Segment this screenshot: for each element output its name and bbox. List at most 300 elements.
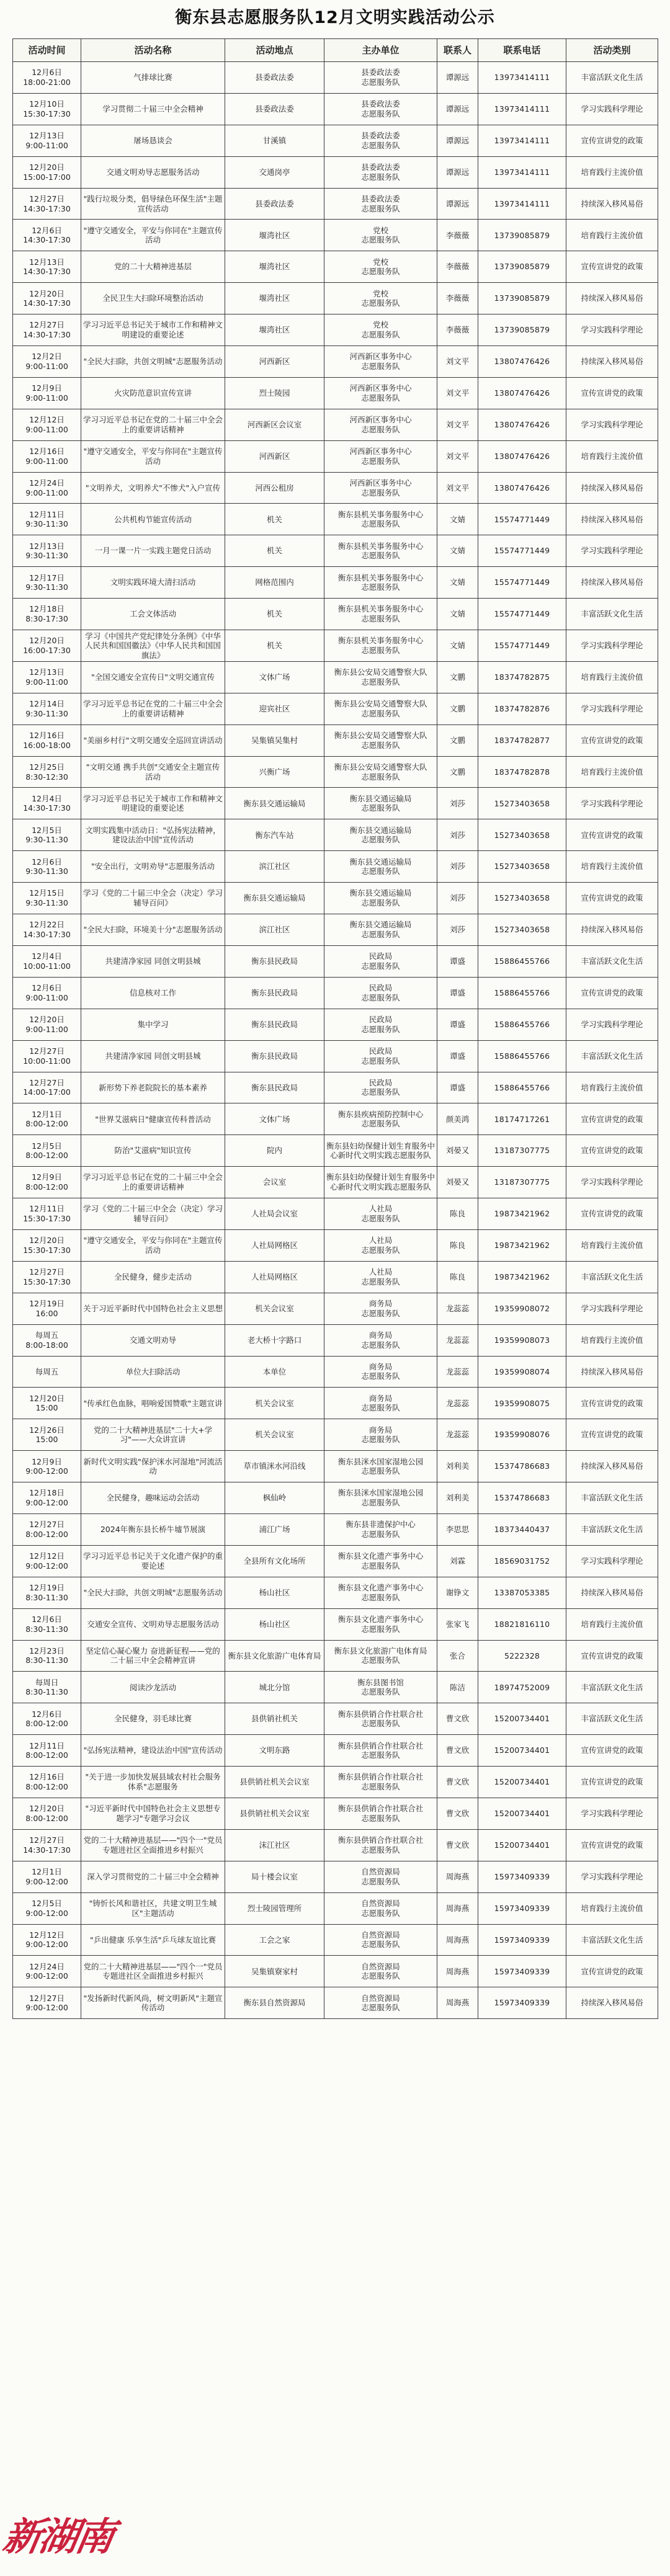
cell-contact: 文婧 (437, 567, 478, 599)
cell-contact: 谭源远 (437, 62, 478, 94)
activity-table (12, 38, 658, 2019)
cell-phone: 13807476426 (478, 409, 566, 440)
cell-host: 县委政法委 志愿服务队 (324, 125, 437, 156)
cell-place: 县供销社机关 (225, 1703, 324, 1735)
table-row (13, 1703, 658, 1735)
cell-host: 衡东县图书馆 志愿服务队 (324, 1672, 437, 1703)
cell-time: 12月23日 8:30-11:30 (13, 1640, 81, 1672)
cell-time: 12月6日 9:30-11:30 (13, 851, 81, 883)
cell-phone: 13807476426 (478, 472, 566, 504)
table-row (13, 1924, 658, 1956)
cell-category: 持续深入移风易俗 (566, 472, 658, 504)
cell-contact: 谭源远 (437, 156, 478, 188)
cell-phone: 19873421962 (478, 1261, 566, 1293)
cell-category: 宣传宣讲党的政策 (566, 977, 658, 1009)
table-row (13, 93, 658, 125)
cell-category: 宣传宣讲党的政策 (566, 1103, 658, 1135)
table-row (13, 125, 658, 156)
table-row (13, 409, 658, 440)
cell-phone: 18569031752 (478, 1545, 566, 1577)
cell-time: 12月9日 8:00-12:00 (13, 1167, 81, 1198)
cell-category: 宣传宣讲党的政策 (566, 1198, 658, 1230)
table-row (13, 1261, 658, 1293)
cell-place: 烈士陵园管理所 (225, 1892, 324, 1924)
cell-place: 机关 (225, 504, 324, 535)
cell-place: 院内 (225, 1135, 324, 1167)
table-row (13, 1009, 658, 1040)
table-row (13, 1640, 658, 1672)
cell-activity-name: "乒出健康 乐享生活"乒乓球友谊比赛 (81, 1924, 225, 1956)
table-row (13, 977, 658, 1009)
cell-time: 12月27日 14:30-17:30 (13, 188, 81, 220)
cell-time: 12月27日 15:30-17:30 (13, 1261, 81, 1293)
cell-place: 衡东县文化旅游广电体育局 (225, 1640, 324, 1672)
cell-host: 衡东县交通运输局 志愿服务队 (324, 788, 437, 819)
cell-host: 衡东县妇幼保健计划生育服务中心新时代文明实践志愿服务队 (324, 1167, 437, 1198)
cell-category: 培育践行主流价值 (566, 1892, 658, 1924)
cell-place: 机关会议室 (225, 1419, 324, 1451)
cell-contact: 曹文欣 (437, 1798, 478, 1829)
cell-phone: 15273403658 (478, 883, 566, 914)
cell-contact: 谭盛 (437, 1009, 478, 1040)
cell-category: 宣传宣讲党的政策 (566, 1767, 658, 1798)
cell-host: 衡东县机关事务服务中心 志愿服务队 (324, 504, 437, 535)
cell-activity-name: 信息核对工作 (81, 977, 225, 1009)
cell-activity-name: "世界艾滋病日"健康宣传科普活动 (81, 1103, 225, 1135)
cell-host: 党校 志愿服务队 (324, 220, 437, 251)
page-title: 衡东县志愿服务队12月文明实践活动公示 (175, 8, 495, 27)
table-row (13, 1356, 658, 1388)
table-row (13, 156, 658, 188)
cell-activity-name: 学习习近平总书记在党的二十届三中全会上的重要讲话精神 (81, 693, 225, 724)
col-header-category: 活动类别 (566, 39, 658, 62)
cell-host: 商务局 志愿服务队 (324, 1324, 437, 1356)
cell-time: 12月6日 9:00-11:00 (13, 977, 81, 1009)
cell-phone: 15273403658 (478, 851, 566, 883)
cell-category: 培育践行主流价值 (566, 851, 658, 883)
cell-phone: 13739085879 (478, 251, 566, 283)
table-row (13, 1735, 658, 1767)
cell-time: 每周五 (13, 1356, 81, 1388)
cell-activity-name: 公共机构节能宣传活动 (81, 504, 225, 535)
cell-category: 培育践行主流价值 (566, 220, 658, 251)
table-row (13, 1513, 658, 1545)
cell-contact: 文鹏 (437, 756, 478, 788)
cell-time: 12月20日 15:00 (13, 1388, 81, 1419)
table-row (13, 1293, 658, 1324)
cell-place: 枫仙岭 (225, 1482, 324, 1514)
cell-activity-name: 学习贯彻二十届三中全会精神 (81, 93, 225, 125)
cell-contact: 曹文欣 (437, 1703, 478, 1735)
cell-phone: 15574771449 (478, 567, 566, 599)
cell-contact: 文鹏 (437, 693, 478, 724)
cell-contact: 刘利美 (437, 1451, 478, 1482)
cell-host: 人社局 志愿服务队 (324, 1229, 437, 1261)
cell-contact: 谭源远 (437, 93, 478, 125)
cell-place: 堰湾社区 (225, 251, 324, 283)
cell-host: 自然资源局 志愿服务队 (324, 1924, 437, 1956)
cell-category: 持续深入移风易俗 (566, 188, 658, 220)
cell-phone: 15973409339 (478, 1956, 566, 1987)
cell-activity-name: 党的二十大精神进基层 (81, 251, 225, 283)
cell-host: 人社局 志愿服务队 (324, 1261, 437, 1293)
cell-contact: 陈良 (437, 1261, 478, 1293)
cell-activity-name: 学习《党的二十届三中全会（决定）学习辅导百问》 (81, 1198, 225, 1230)
cell-place: 滨江社区 (225, 914, 324, 946)
cell-place: 人社局会议室 (225, 1198, 324, 1230)
cell-category: 培育践行主流价值 (566, 1229, 658, 1261)
cell-phone: 15973409339 (478, 1892, 566, 1924)
cell-phone: 13973414111 (478, 156, 566, 188)
cell-place: 衡东县民政局 (225, 1040, 324, 1072)
cell-activity-name: 党的二十大精神进基层"二十大+学习"——大众讲宣讲 (81, 1419, 225, 1451)
cell-time: 12月20日 15:00-17:00 (13, 156, 81, 188)
cell-place: 堰湾社区 (225, 220, 324, 251)
cell-host: 河西新区事务中心 志愿服务队 (324, 346, 437, 378)
cell-time: 12月27日 14:00-17:00 (13, 1072, 81, 1103)
cell-phone: 18374782876 (478, 693, 566, 724)
table-row (13, 1072, 658, 1103)
cell-host: 衡东县文化旅游广电体育局 志愿服务队 (324, 1640, 437, 1672)
cell-phone: 15886455766 (478, 1009, 566, 1040)
cell-time: 12月20日 9:00-11:00 (13, 1009, 81, 1040)
table-header-row (13, 39, 658, 62)
table-row (13, 819, 658, 851)
cell-activity-name: 屠场恳谈会 (81, 125, 225, 156)
cell-category: 培育践行主流价值 (566, 156, 658, 188)
cell-place: 城北分馆 (225, 1672, 324, 1703)
cell-host: 河西新区事务中心 志愿服务队 (324, 440, 437, 472)
cell-host: 商务局 志愿服务队 (324, 1419, 437, 1451)
cell-time: 每周日 8:30-11:30 (13, 1672, 81, 1703)
cell-place: 衡东县民政局 (225, 1072, 324, 1103)
cell-activity-name: 学习习近平总书记在党的二十届三中全会上的重要讲话精神 (81, 1167, 225, 1198)
table-row (13, 1577, 658, 1608)
table-row (13, 756, 658, 788)
cell-activity-name: 共建清净家园 同创文明县城 (81, 1040, 225, 1072)
cell-category: 持续深入移风易俗 (566, 1356, 658, 1388)
cell-time: 12月20日 8:00-12:00 (13, 1798, 81, 1829)
cell-place: 衡东县交通运输局 (225, 883, 324, 914)
cell-time: 12月10日 15:30-17:30 (13, 93, 81, 125)
cell-phone: 15273403658 (478, 819, 566, 851)
cell-time: 12月13日 9:30-11:30 (13, 535, 81, 567)
cell-category: 丰富活跃文化生活 (566, 1482, 658, 1514)
cell-category: 宣传宣讲党的政策 (566, 1956, 658, 1987)
cell-contact: 李薇薇 (437, 251, 478, 283)
cell-phone: 19873421962 (478, 1198, 566, 1230)
cell-time: 12月11日 8:00-12:00 (13, 1735, 81, 1767)
table-row (13, 724, 658, 756)
col-header-contact: 联系人 (437, 39, 478, 62)
cell-contact: 周海燕 (437, 1861, 478, 1892)
cell-category: 宣传宣讲党的政策 (566, 377, 658, 409)
cell-host: 县委政法委 志愿服务队 (324, 156, 437, 188)
table-row (13, 1672, 658, 1703)
cell-time: 12月12日 9:00-12:00 (13, 1545, 81, 1577)
cell-phone: 5222328 (478, 1640, 566, 1672)
table-row (13, 535, 658, 567)
cell-place: 杨山社区 (225, 1577, 324, 1608)
cell-place: 机关会议室 (225, 1388, 324, 1419)
table-row (13, 1040, 658, 1072)
cell-category: 学习实践科学理论 (566, 409, 658, 440)
cell-phone: 15973409339 (478, 1861, 566, 1892)
table-row (13, 1103, 658, 1135)
cell-contact: 张合 (437, 1640, 478, 1672)
cell-host: 衡东县文化遗产事务中心 志愿服务队 (324, 1608, 437, 1640)
table-row (13, 377, 658, 409)
cell-activity-name: 单位大扫除活动 (81, 1356, 225, 1388)
cell-place: 机关 (225, 535, 324, 567)
cell-category: 学习实践科学理论 (566, 314, 658, 346)
cell-time: 12月20日 15:30-17:30 (13, 1229, 81, 1261)
cell-contact: 龙蕊蕊 (437, 1356, 478, 1388)
cell-place: 文明东路 (225, 1735, 324, 1767)
cell-phone: 18374782878 (478, 756, 566, 788)
cell-place: 衡东县民政局 (225, 977, 324, 1009)
cell-category: 学习实践科学理论 (566, 93, 658, 125)
cell-contact: 刘晏又 (437, 1167, 478, 1198)
cell-host: 党校 志愿服务队 (324, 314, 437, 346)
cell-time: 12月5日 9:30-11:30 (13, 819, 81, 851)
cell-phone: 15574771449 (478, 535, 566, 567)
cell-host: 衡东县机关事务服务中心 志愿服务队 (324, 567, 437, 599)
table-row (13, 914, 658, 946)
cell-host: 衡东县机关事务服务中心 志愿服务队 (324, 535, 437, 567)
cell-place: 草市镇洣水河沿线 (225, 1451, 324, 1482)
cell-activity-name: "弘扬宪法精神，建设法治中国"宣传活动 (81, 1735, 225, 1767)
cell-place: 衡东县交通运输局 (225, 788, 324, 819)
cell-phone: 15886455766 (478, 1040, 566, 1072)
cell-time: 12月13日 9:00-11:00 (13, 125, 81, 156)
cell-contact: 刘莎 (437, 914, 478, 946)
table-row (13, 251, 658, 283)
cell-place: 人社局网格区 (225, 1261, 324, 1293)
cell-place: 迎宾社区 (225, 693, 324, 724)
cell-time: 12月11日 15:30-17:30 (13, 1198, 81, 1230)
cell-phone: 18374782875 (478, 661, 566, 693)
cell-place: 网格范围内 (225, 567, 324, 599)
cell-category: 宣传宣讲党的政策 (566, 1388, 658, 1419)
cell-category: 培育践行主流价值 (566, 1324, 658, 1356)
cell-time: 12月1日 9:00-12:00 (13, 1861, 81, 1892)
cell-activity-name: 学习习近平总书记关于文化遗产保护的重要论述 (81, 1545, 225, 1577)
cell-contact: 谭盛 (437, 945, 478, 977)
cell-category: 培育践行主流价值 (566, 661, 658, 693)
cell-contact: 文鹏 (437, 724, 478, 756)
cell-contact: 陈良 (437, 1229, 478, 1261)
cell-time: 12月15日 9:30-11:30 (13, 883, 81, 914)
cell-time: 12月13日 9:00-11:00 (13, 661, 81, 693)
cell-phone: 15886455766 (478, 1072, 566, 1103)
cell-category: 持续深入移风易俗 (566, 283, 658, 314)
cell-time: 12月16日 16:00-18:00 (13, 724, 81, 756)
cell-phone: 19359908073 (478, 1324, 566, 1356)
col-header-name: 活动名称 (81, 39, 225, 62)
cell-host: 自然资源局 志愿服务队 (324, 1987, 437, 2019)
cell-host: 衡东县洣水国家湿地公园 志愿服务队 (324, 1482, 437, 1514)
cell-host: 商务局 志愿服务队 (324, 1293, 437, 1324)
cell-category: 学习实践科学理论 (566, 1167, 658, 1198)
cell-activity-name: 坚定信心凝心聚力 奋进新征程——党的二十届三中全会精神宣讲 (81, 1640, 225, 1672)
cell-contact: 李薇薇 (437, 314, 478, 346)
cell-time: 12月12日 9:00-12:00 (13, 1924, 81, 1956)
cell-time: 12月24日 9:00-12:00 (13, 1956, 81, 1987)
cell-phone: 13973414111 (478, 62, 566, 94)
cell-category: 宣传宣讲党的政策 (566, 1735, 658, 1767)
cell-time: 12月18日 8:30-17:30 (13, 599, 81, 630)
cell-place: 堰湾社区 (225, 283, 324, 314)
cell-activity-name: 全民健身，羽毛球比赛 (81, 1703, 225, 1735)
table-row (13, 220, 658, 251)
table-row (13, 1482, 658, 1514)
cell-activity-name: 新形势下养老院院长的基本素养 (81, 1072, 225, 1103)
cell-category: 宣传宣讲党的政策 (566, 724, 658, 756)
cell-host: 河西新区事务中心 志愿服务队 (324, 377, 437, 409)
cell-host: 党校 志愿服务队 (324, 283, 437, 314)
cell-phone: 15574771449 (478, 504, 566, 535)
table-row (13, 314, 658, 346)
cell-host: 衡东县供销合作社联合社 志愿服务队 (324, 1829, 437, 1861)
cell-place: 县供销社机关会议室 (225, 1767, 324, 1798)
cell-category: 宣传宣讲党的政策 (566, 1419, 658, 1451)
cell-category: 丰富活跃文化生活 (566, 599, 658, 630)
cell-host: 衡东县妇幼保健计划生育服务中心新时代文明实践志愿服务队 (324, 1135, 437, 1167)
cell-phone: 18373440437 (478, 1513, 566, 1545)
watermark-logo: 新湖南 (0, 2514, 116, 2559)
cell-category: 持续深入移风易俗 (566, 1451, 658, 1482)
table-row (13, 1198, 658, 1230)
cell-place: 交通岗亭 (225, 156, 324, 188)
cell-time: 12月24日 9:00-11:00 (13, 472, 81, 504)
cell-category: 持续深入移风易俗 (566, 346, 658, 378)
cell-phone: 13973414111 (478, 125, 566, 156)
table-row (13, 283, 658, 314)
cell-activity-name: "全民大扫除，共创文明城"志愿服务活动 (81, 346, 225, 378)
cell-activity-name: "全国交通安全宣传日"文明交通宣传 (81, 661, 225, 693)
cell-time: 12月20日 16:00-17:30 (13, 630, 81, 662)
cell-contact: 文鹏 (437, 661, 478, 693)
cell-time: 12月25日 8:30-12:30 (13, 756, 81, 788)
cell-phone: 13187307775 (478, 1135, 566, 1167)
cell-time: 12月20日 14:30-17:30 (13, 283, 81, 314)
cell-place: 杨山社区 (225, 1608, 324, 1640)
cell-category: 学习实践科学理论 (566, 1293, 658, 1324)
cell-contact: 李薇薇 (437, 283, 478, 314)
cell-category: 持续深入移风易俗 (566, 504, 658, 535)
cell-activity-name: 全民健身，健步走活动 (81, 1261, 225, 1293)
cell-place: 会议室 (225, 1167, 324, 1198)
table-row (13, 472, 658, 504)
table-row (13, 945, 658, 977)
cell-phone: 19873421962 (478, 1229, 566, 1261)
cell-host: 县委政法委 志愿服务队 (324, 62, 437, 94)
cell-category: 学习实践科学理论 (566, 1861, 658, 1892)
table-row (13, 1419, 658, 1451)
cell-phone: 19359908072 (478, 1293, 566, 1324)
cell-host: 衡东县文化遗产事务中心 志愿服务队 (324, 1577, 437, 1608)
cell-contact: 曹文欣 (437, 1767, 478, 1798)
cell-time: 12月27日 8:00-12:00 (13, 1513, 81, 1545)
cell-contact: 颜美鸿 (437, 1103, 478, 1135)
cell-contact: 谭盛 (437, 1072, 478, 1103)
cell-phone: 15200734401 (478, 1767, 566, 1798)
table-row (13, 567, 658, 599)
table-row (13, 788, 658, 819)
cell-host: 衡东县疾病预防控制中心 志愿服务队 (324, 1103, 437, 1135)
cell-activity-name: 文明实践环境大清扫活动 (81, 567, 225, 599)
cell-phone: 15200734401 (478, 1798, 566, 1829)
table-row (13, 661, 658, 693)
table-row (13, 1798, 658, 1829)
cell-activity-name: 学习习近平总书记关于城市工作和精神文明建设的重要论述 (81, 314, 225, 346)
cell-contact: 谭盛 (437, 1040, 478, 1072)
cell-place: 河西新区 (225, 346, 324, 378)
cell-category: 宣传宣讲党的政策 (566, 819, 658, 851)
cell-category: 学习实践科学理论 (566, 788, 658, 819)
cell-contact: 周海燕 (437, 1892, 478, 1924)
cell-host: 衡东县交通运输局 志愿服务队 (324, 819, 437, 851)
cell-contact: 龙蕊蕊 (437, 1293, 478, 1324)
cell-contact: 刘文平 (437, 409, 478, 440)
cell-time: 12月27日 10:00-11:00 (13, 1040, 81, 1072)
col-header-place: 活动地点 (225, 39, 324, 62)
table-row (13, 1829, 658, 1861)
cell-host: 商务局 志愿服务队 (324, 1356, 437, 1388)
cell-host: 自然资源局 志愿服务队 (324, 1956, 437, 1987)
cell-place: 县委政法委 (225, 93, 324, 125)
cell-host: 民政局 志愿服务队 (324, 945, 437, 977)
cell-place: 机关 (225, 599, 324, 630)
cell-category: 持续深入移风易俗 (566, 914, 658, 946)
cell-activity-name: "全民大扫除，环境美十分"志愿服务活动 (81, 914, 225, 946)
cell-place: 文体广场 (225, 1103, 324, 1135)
cell-host: 衡东县非遗保护中心 志愿服务队 (324, 1513, 437, 1545)
table-row (13, 1167, 658, 1198)
cell-time: 12月1日 8:00-12:00 (13, 1103, 81, 1135)
cell-time: 12月17日 9:30-11:30 (13, 567, 81, 599)
cell-activity-name: 火灾防范意识宣传宣讲 (81, 377, 225, 409)
col-header-host: 主办单位 (324, 39, 437, 62)
cell-contact: 刘莎 (437, 788, 478, 819)
cell-contact: 曹文欣 (437, 1829, 478, 1861)
cell-contact: 周海燕 (437, 1956, 478, 1987)
cell-time: 12月11日 9:30-11:30 (13, 504, 81, 535)
cell-contact: 龙蕊蕊 (437, 1324, 478, 1356)
cell-contact: 陈洁 (437, 1672, 478, 1703)
cell-contact: 谭源远 (437, 188, 478, 220)
cell-contact: 陈良 (437, 1198, 478, 1230)
cell-phone: 18374782877 (478, 724, 566, 756)
cell-activity-name: "践行垃圾分类，倡导绿色环保生活"主题宣传活动 (81, 188, 225, 220)
cell-place: 河西新区会议室 (225, 409, 324, 440)
cell-activity-name: "发扬新时代新风尚，树文明新风"主题宣传活动 (81, 1987, 225, 2019)
cell-phone: 19359908074 (478, 1356, 566, 1388)
cell-activity-name: 一月一课一片一实践主题党日活动 (81, 535, 225, 567)
cell-activity-name: 交通文明劝导志愿服务活动 (81, 156, 225, 188)
cell-host: 商务局 志愿服务队 (324, 1388, 437, 1419)
cell-category: 宣传宣讲党的政策 (566, 1640, 658, 1672)
cell-place: 兴衡广场 (225, 756, 324, 788)
cell-activity-name: "习近平新时代中国特色社会主义思想专题学习"专题学习会议 (81, 1798, 225, 1829)
cell-phone: 18821816110 (478, 1608, 566, 1640)
cell-phone: 19359908075 (478, 1388, 566, 1419)
col-header-phone: 联系电话 (478, 39, 566, 62)
cell-contact: 刘晏又 (437, 1135, 478, 1167)
cell-category: 丰富活跃文化生活 (566, 1924, 658, 1956)
table-row (13, 62, 658, 94)
